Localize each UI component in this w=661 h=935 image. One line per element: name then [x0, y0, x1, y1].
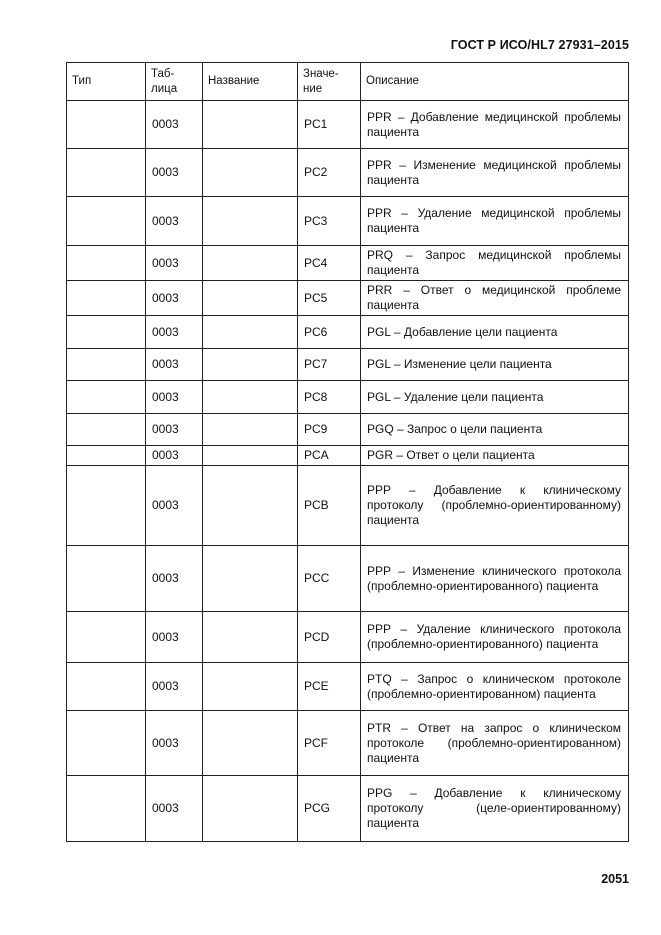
cell-value: PCD	[298, 612, 361, 663]
table-row	[67, 281, 629, 316]
table-row	[67, 546, 629, 612]
cell-type	[67, 381, 146, 414]
table-row	[67, 197, 629, 246]
cell-value: PCC	[298, 546, 361, 612]
cell-description: PGL – Добавление цели пациента	[361, 316, 629, 349]
cell-description: PPP – Добавление к клиническому протоколу (проблемно-ориентированному) пациента	[361, 466, 629, 546]
table-row	[67, 316, 629, 349]
cell-type	[67, 349, 146, 381]
cell-description: PPR – Добавление медицинской проблемы пациента	[361, 101, 629, 149]
cell-name	[203, 776, 298, 842]
column-header-value: Значе- ние	[298, 63, 361, 101]
cell-description: PPP – Удаление клинического протокола (проблемно-ориентированного) пациента	[361, 612, 629, 663]
cell-type	[67, 466, 146, 546]
cell-value: PC2	[298, 149, 361, 197]
cell-value: PCG	[298, 776, 361, 842]
cell-description: PTR – Ответ на запрос о клиническом протоколе (проблемно-ориентированном) пациента	[361, 711, 629, 776]
cell-type	[67, 316, 146, 349]
cell-table: 0003	[146, 349, 203, 381]
cell-name	[203, 466, 298, 546]
cell-description: PRQ – Запрос медицинской проблемы пациента	[361, 246, 629, 281]
cell-description: PPR – Удаление медицинской проблемы пациента	[361, 197, 629, 246]
cell-table: 0003	[146, 612, 203, 663]
cell-name	[203, 663, 298, 711]
cell-name	[203, 381, 298, 414]
cell-table: 0003	[146, 466, 203, 546]
cell-name	[203, 281, 298, 316]
cell-value: PCA	[298, 446, 361, 466]
document-code: ГОСТ Р ИСО/HL7 27931–2015	[450, 38, 629, 52]
cell-name	[203, 246, 298, 281]
cell-value: PC6	[298, 316, 361, 349]
table-row	[67, 101, 629, 149]
cell-table: 0003	[146, 149, 203, 197]
table-row	[67, 663, 629, 711]
cell-type	[67, 776, 146, 842]
cell-table: 0003	[146, 281, 203, 316]
cell-name	[203, 612, 298, 663]
cell-type	[67, 663, 146, 711]
page-number: 2051	[601, 872, 629, 886]
cell-name	[203, 414, 298, 446]
cell-name	[203, 101, 298, 149]
cell-table: 0003	[146, 197, 203, 246]
cell-value: PC3	[298, 197, 361, 246]
cell-table: 0003	[146, 663, 203, 711]
cell-value: PCE	[298, 663, 361, 711]
cell-name	[203, 149, 298, 197]
column-header-type: Тип	[67, 63, 146, 101]
table-row	[67, 246, 629, 281]
cell-table: 0003	[146, 711, 203, 776]
cell-type	[67, 101, 146, 149]
cell-value: PC5	[298, 281, 361, 316]
table-row	[67, 776, 629, 842]
cell-table: 0003	[146, 316, 203, 349]
cell-type	[67, 546, 146, 612]
cell-name	[203, 197, 298, 246]
cell-description: PRR – Ответ о медицинской проблеме пациента	[361, 281, 629, 316]
cell-name	[203, 316, 298, 349]
cell-type	[67, 612, 146, 663]
table-row	[67, 446, 629, 466]
table-row	[67, 149, 629, 197]
cell-table: 0003	[146, 546, 203, 612]
table-row	[67, 414, 629, 446]
cell-type	[67, 711, 146, 776]
table-row	[67, 381, 629, 414]
cell-description: PPP – Изменение клинического протокола (проблемно-ориентированного) пациента	[361, 546, 629, 612]
cell-description: PPG – Добавление к клиническому протоколу (целе-ориентированному) пациента	[361, 776, 629, 842]
cell-table: 0003	[146, 101, 203, 149]
table-row	[67, 711, 629, 776]
cell-name	[203, 546, 298, 612]
cell-table: 0003	[146, 246, 203, 281]
cell-description: PTQ – Запрос о клиническом протоколе (проблемно-ориентированном) пациента	[361, 663, 629, 711]
cell-type	[67, 149, 146, 197]
table-header-row	[67, 63, 629, 101]
code-table	[66, 62, 629, 842]
cell-type	[67, 197, 146, 246]
cell-table: 0003	[146, 381, 203, 414]
cell-type	[67, 281, 146, 316]
cell-table: 0003	[146, 414, 203, 446]
column-header-description: Описание	[361, 63, 629, 101]
table-row	[67, 349, 629, 381]
cell-description: PGL – Удаление цели пациента	[361, 381, 629, 414]
column-header-name: Название	[203, 63, 298, 101]
cell-name	[203, 711, 298, 776]
cell-type	[67, 246, 146, 281]
column-header-table: Таб- лица	[146, 63, 203, 101]
cell-description: PPR – Изменение медицинской проблемы пациента	[361, 149, 629, 197]
table-row	[67, 466, 629, 546]
cell-name	[203, 349, 298, 381]
cell-value: PC9	[298, 414, 361, 446]
cell-type	[67, 414, 146, 446]
cell-table: 0003	[146, 446, 203, 466]
cell-description: PGL – Изменение цели пациента	[361, 349, 629, 381]
cell-value: PC4	[298, 246, 361, 281]
cell-table: 0003	[146, 776, 203, 842]
cell-value: PC1	[298, 101, 361, 149]
table-row	[67, 612, 629, 663]
cell-type	[67, 446, 146, 466]
cell-value: PC7	[298, 349, 361, 381]
cell-description: PGR – Ответ о цели пациента	[361, 446, 629, 466]
cell-value: PCF	[298, 711, 361, 776]
cell-value: PCB	[298, 466, 361, 546]
cell-value: PC8	[298, 381, 361, 414]
cell-description: PGQ – Запрос о цели пациента	[361, 414, 629, 446]
cell-name	[203, 446, 298, 466]
